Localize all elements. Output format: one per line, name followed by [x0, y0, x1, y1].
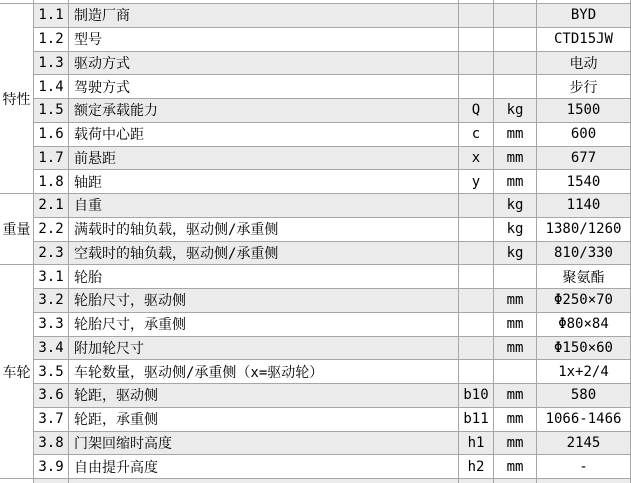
- value-cell: 677: [537, 147, 631, 171]
- table-row: [34, 384, 631, 408]
- value-cell: Φ150×60: [537, 337, 631, 361]
- spec-name-cell: 轮胎: [69, 265, 459, 289]
- unit-cell: mm: [494, 147, 537, 171]
- value-cell: 1x+2/4: [537, 360, 631, 384]
- symbol-cell: [459, 360, 494, 384]
- row-number-cell: 3.2: [34, 289, 69, 313]
- spec-name-cell: 制造厂商: [69, 4, 459, 28]
- unit-cell: kg: [494, 194, 537, 218]
- category-cell-wheels: 车轮: [0, 265, 34, 479]
- partial-cell: [537, 479, 631, 483]
- table-row: [34, 242, 631, 266]
- unit-cell: mm: [494, 432, 537, 456]
- row-number-cell: 1.8: [34, 170, 69, 194]
- unit-cell: mm: [494, 313, 537, 337]
- spec-name-cell: 车轮数量，驱动侧/承重侧（x=驱动轮）: [69, 360, 459, 384]
- symbol-cell: y: [459, 170, 494, 194]
- table-row: [34, 28, 631, 52]
- row-number-cell: 1.7: [34, 147, 69, 171]
- symbol-cell: [459, 75, 494, 99]
- symbol-cell: [459, 4, 494, 28]
- value-cell: 2145: [537, 432, 631, 456]
- value-cell: 聚氨酯: [537, 265, 631, 289]
- symbol-cell: h2: [459, 455, 494, 479]
- row-number-cell: 1.2: [34, 28, 69, 52]
- table-row: [34, 265, 631, 289]
- unit-cell: [494, 265, 537, 289]
- symbol-cell: [459, 52, 494, 76]
- unit-cell: mm: [494, 123, 537, 147]
- table-row: [34, 289, 631, 313]
- value-cell: 1540: [537, 170, 631, 194]
- symbol-cell: [459, 289, 494, 313]
- value-cell: Φ250×70: [537, 289, 631, 313]
- unit-cell: [494, 360, 537, 384]
- row-number-cell: 3.7: [34, 408, 69, 432]
- table-row: [34, 123, 631, 147]
- symbol-cell: [459, 313, 494, 337]
- value-cell: 600: [537, 123, 631, 147]
- spec-name-cell: 载荷中心距: [69, 123, 459, 147]
- value-cell: 电动: [537, 52, 631, 76]
- table-row: [34, 432, 631, 456]
- value-cell: 580: [537, 384, 631, 408]
- partial-cell: [34, 479, 69, 483]
- spec-name-cell: 自重: [69, 194, 459, 218]
- symbol-cell: [459, 218, 494, 242]
- spec-name-cell: 轮距，驱动侧: [69, 384, 459, 408]
- unit-cell: mm: [494, 408, 537, 432]
- unit-cell: kg: [494, 99, 537, 123]
- symbol-cell: [459, 28, 494, 52]
- row-number-cell: 3.8: [34, 432, 69, 456]
- value-cell: 步行: [537, 75, 631, 99]
- table-row: [34, 52, 631, 76]
- unit-cell: mm: [494, 455, 537, 479]
- partial-cell: [459, 479, 494, 483]
- table-row: [34, 99, 631, 123]
- unit-cell: kg: [494, 218, 537, 242]
- symbol-cell: x: [459, 147, 494, 171]
- value-cell: Φ80×84: [537, 313, 631, 337]
- symbol-cell: [459, 242, 494, 266]
- spec-name-cell: 轮距，承重侧: [69, 408, 459, 432]
- value-cell: 1500: [537, 99, 631, 123]
- partial-cell: [537, 0, 631, 3]
- symbol-cell: b10: [459, 384, 494, 408]
- row-number-cell: 1.5: [34, 99, 69, 123]
- category-column: [0, 4, 34, 479]
- table-row: [34, 337, 631, 361]
- unit-cell: [494, 4, 537, 28]
- spec-name-cell: 自由提升高度: [69, 455, 459, 479]
- table-row: [34, 360, 631, 384]
- row-number-cell: 2.1: [34, 194, 69, 218]
- unit-cell: mm: [494, 337, 537, 361]
- unit-cell: mm: [494, 170, 537, 194]
- unit-cell: [494, 28, 537, 52]
- spec-name-cell: 轮胎尺寸，驱动侧: [69, 289, 459, 313]
- unit-cell: mm: [494, 384, 537, 408]
- spec-name-cell: 空载时的轴负载，驱动侧/承重侧: [69, 242, 459, 266]
- row-number-cell: 3.1: [34, 265, 69, 289]
- category-cell-characteristics: 特性: [0, 4, 34, 194]
- value-cell: CTD15JW: [537, 28, 631, 52]
- partial-cell: [494, 479, 537, 483]
- row-number-cell: 2.2: [34, 218, 69, 242]
- table-row: [34, 408, 631, 432]
- table-row: [34, 75, 631, 99]
- row-number-cell: 1.6: [34, 123, 69, 147]
- value-cell: -: [537, 455, 631, 479]
- row-number-cell: 3.3: [34, 313, 69, 337]
- value-cell: 810/330: [537, 242, 631, 266]
- value-cell: 1380/1260: [537, 218, 631, 242]
- table-row: [34, 4, 631, 28]
- partial-cell: [494, 0, 537, 3]
- spec-name-cell: 附加轮尺寸: [69, 337, 459, 361]
- unit-cell: [494, 75, 537, 99]
- table-row: [34, 313, 631, 337]
- value-cell: 1140: [537, 194, 631, 218]
- row-number-cell: 3.4: [34, 337, 69, 361]
- spec-name-cell: 前悬距: [69, 147, 459, 171]
- symbol-cell: Q: [459, 99, 494, 123]
- symbol-cell: [459, 194, 494, 218]
- partial-cell: [0, 0, 34, 3]
- table-row: [34, 455, 631, 479]
- row-number-cell: 1.3: [34, 52, 69, 76]
- symbol-cell: b11: [459, 408, 494, 432]
- table-body: [0, 4, 631, 479]
- symbol-cell: c: [459, 123, 494, 147]
- rows-column: [34, 4, 631, 479]
- spec-name-cell: 驾驶方式: [69, 75, 459, 99]
- value-cell: 1066-1466: [537, 408, 631, 432]
- table-row: [34, 170, 631, 194]
- partial-cell: [0, 479, 34, 483]
- partial-cell: [69, 479, 459, 483]
- row-number-cell: 1.1: [34, 4, 69, 28]
- row-number-cell: 3.5: [34, 360, 69, 384]
- category-cell-weight: 重量: [0, 194, 34, 265]
- spec-name-cell: 型号: [69, 28, 459, 52]
- spec-name-cell: 满载时的轴负载，驱动侧/承重侧: [69, 218, 459, 242]
- table-row: [34, 218, 631, 242]
- symbol-cell: h1: [459, 432, 494, 456]
- symbol-cell: [459, 265, 494, 289]
- unit-cell: [494, 52, 537, 76]
- value-cell: BYD: [537, 4, 631, 28]
- unit-cell: kg: [494, 242, 537, 266]
- partial-row-bottom: [0, 479, 631, 483]
- spec-name-cell: 驱动方式: [69, 52, 459, 76]
- spec-name-cell: 额定承载能力: [69, 99, 459, 123]
- table-row: [34, 147, 631, 171]
- partial-cell: [69, 0, 459, 3]
- partial-cell: [34, 0, 69, 3]
- spec-name-cell: 门架回缩时高度: [69, 432, 459, 456]
- row-number-cell: 2.3: [34, 242, 69, 266]
- partial-cell: [459, 0, 494, 3]
- symbol-cell: [459, 337, 494, 361]
- row-number-cell: 1.4: [34, 75, 69, 99]
- row-number-cell: 3.6: [34, 384, 69, 408]
- row-number-cell: 3.9: [34, 455, 69, 479]
- table-row: [34, 194, 631, 218]
- unit-cell: mm: [494, 289, 537, 313]
- spec-name-cell: 轴距: [69, 170, 459, 194]
- spec-name-cell: 轮胎尺寸，承重侧: [69, 313, 459, 337]
